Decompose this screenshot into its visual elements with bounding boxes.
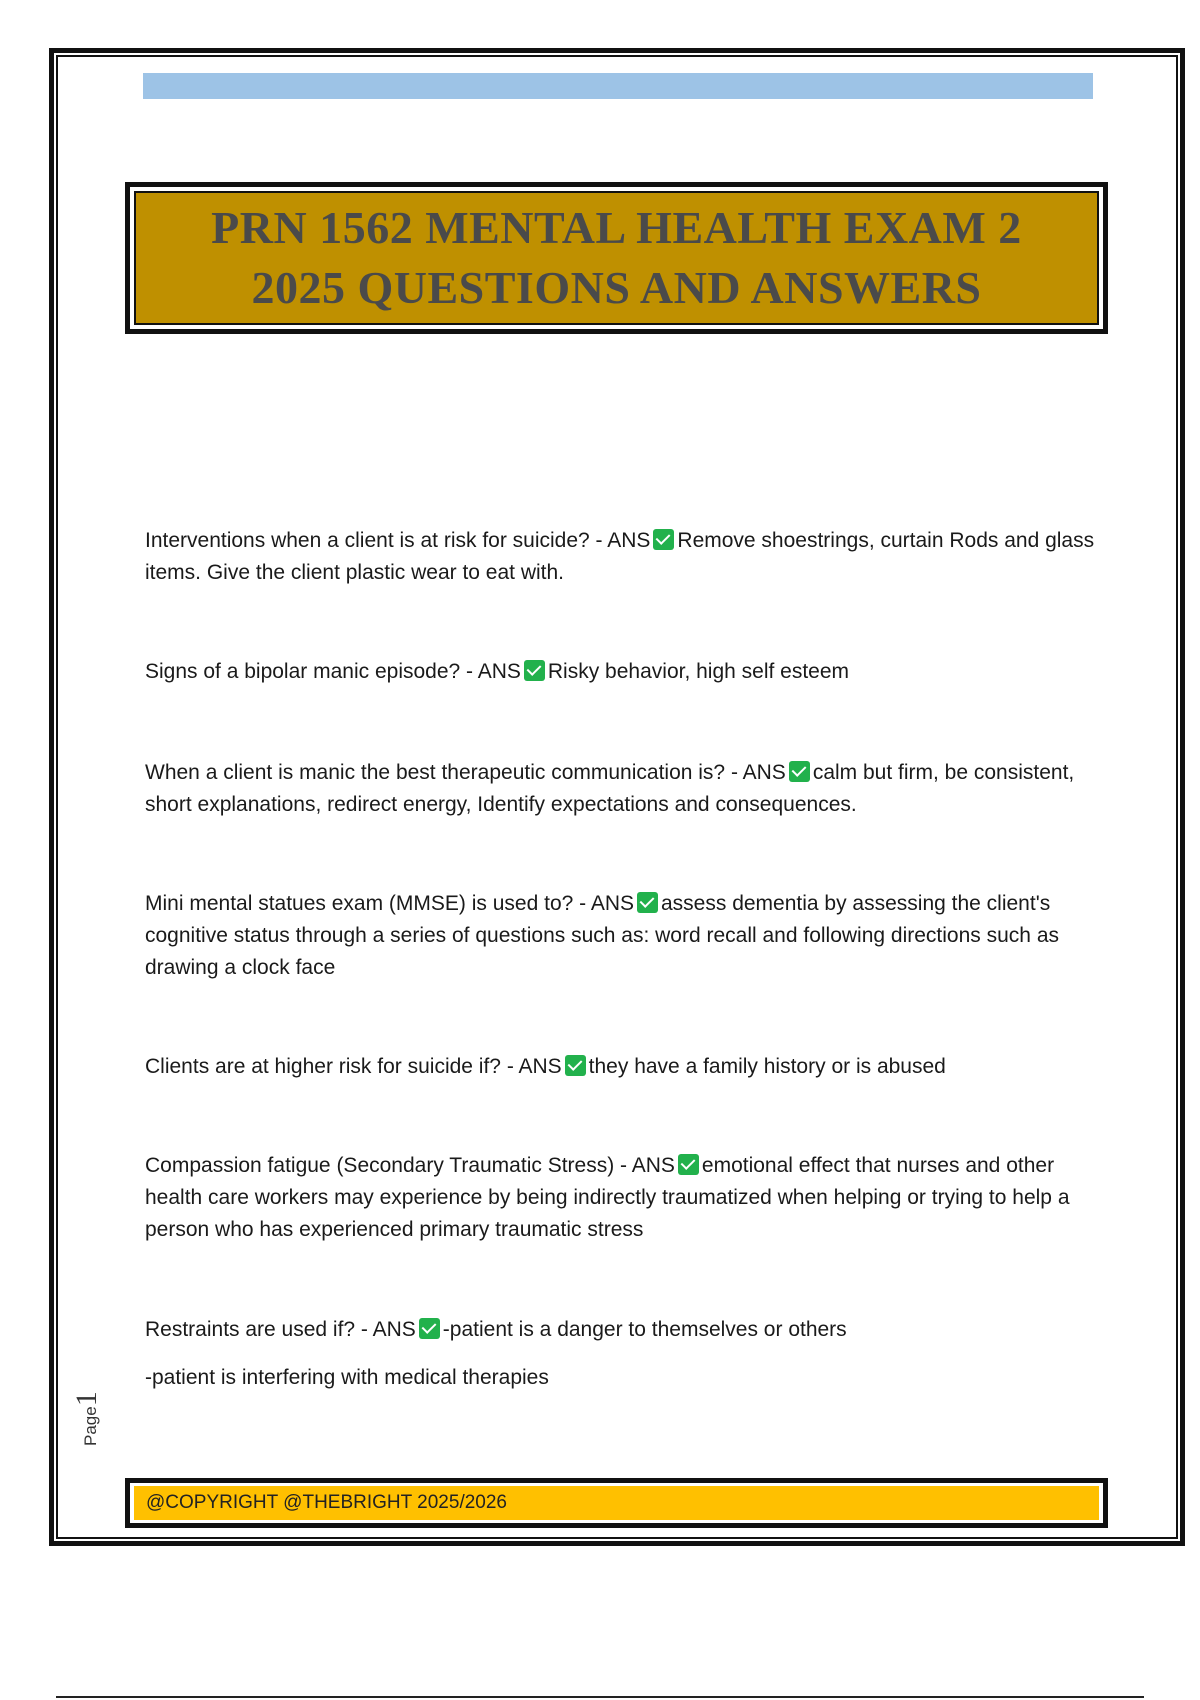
page-word: Page [81,1406,100,1446]
checkmark-icon [565,1055,586,1076]
title-line-2: 2025 QUESTIONS AND ANSWERS [251,262,982,313]
page-number: 1 [70,1391,103,1407]
answer-text: -patient is a danger to themselves or others [442,1318,847,1341]
answer-text: Remove shoestrings, curtain Rods and glass items. Give the client plastic wear to eat with. [145,529,1095,584]
question-text: Compassion fatigue (Secondary Traumatic Stress) - ANS [145,1154,675,1177]
footer-banner-fill [134,1486,1099,1520]
qa-item [145,525,1095,589]
answer-text: they have a family history or is abused [588,1055,946,1078]
answer-text: Risky behavior, high self esteem [547,660,850,683]
answer-text: calm but firm, be consistent, short explanations, redirect energy, Identify expectations and consequences. [145,761,1075,816]
qa-item [145,1150,1095,1246]
answer-text: assess dementia by assessing the client's cognitive status through a series of questions such as: word recall and following directions such as drawing a clock face [145,892,1059,979]
qa-item [145,757,1095,821]
question-text: Restraints are used if? - ANS [145,1318,416,1341]
copyright-text: @COPYRIGHT @THEBRIGHT 2025/2026 [146,1492,507,1513]
bottom-divider [56,1696,1144,1698]
qa-item [145,656,1095,688]
header-accent-bar [143,73,1093,99]
checkmark-icon [419,1318,440,1339]
question-text: Mini mental statues exam (MMSE) is used to? - ANS [145,892,634,915]
qa-item-continuation [145,1362,1095,1394]
qa-item [145,1051,1095,1083]
checkmark-icon [524,660,545,681]
question-text: Signs of a bipolar manic episode? - ANS [145,660,521,683]
answer-text: emotional effect that nurses and other health care workers may experience by being indirectly traumatized when helping or trying to help a person who has experienced primary traumatic stress [145,1154,1070,1241]
footer-banner [125,1478,1108,1528]
checkmark-icon [678,1154,699,1175]
question-text: Interventions when a client is at risk for suicide? - ANS [145,529,651,552]
page-number-label [62,1380,122,1450]
question-text: When a client is manic the best therapeutic communication is? - ANS [145,761,786,784]
question-text: Clients are at higher risk for suicide if? - ANS [145,1055,562,1078]
checkmark-icon [637,892,658,913]
checkmark-icon [653,529,674,550]
answer-continuation-text: -patient is interfering with medical therapies [145,1366,549,1389]
qa-item [145,888,1095,984]
title-line-1: PRN 1562 MENTAL HEALTH EXAM 2 [211,202,1022,253]
qa-item [145,1314,1095,1346]
title-banner-fill [134,191,1099,325]
checkmark-icon [789,761,810,782]
title-banner [125,182,1108,334]
